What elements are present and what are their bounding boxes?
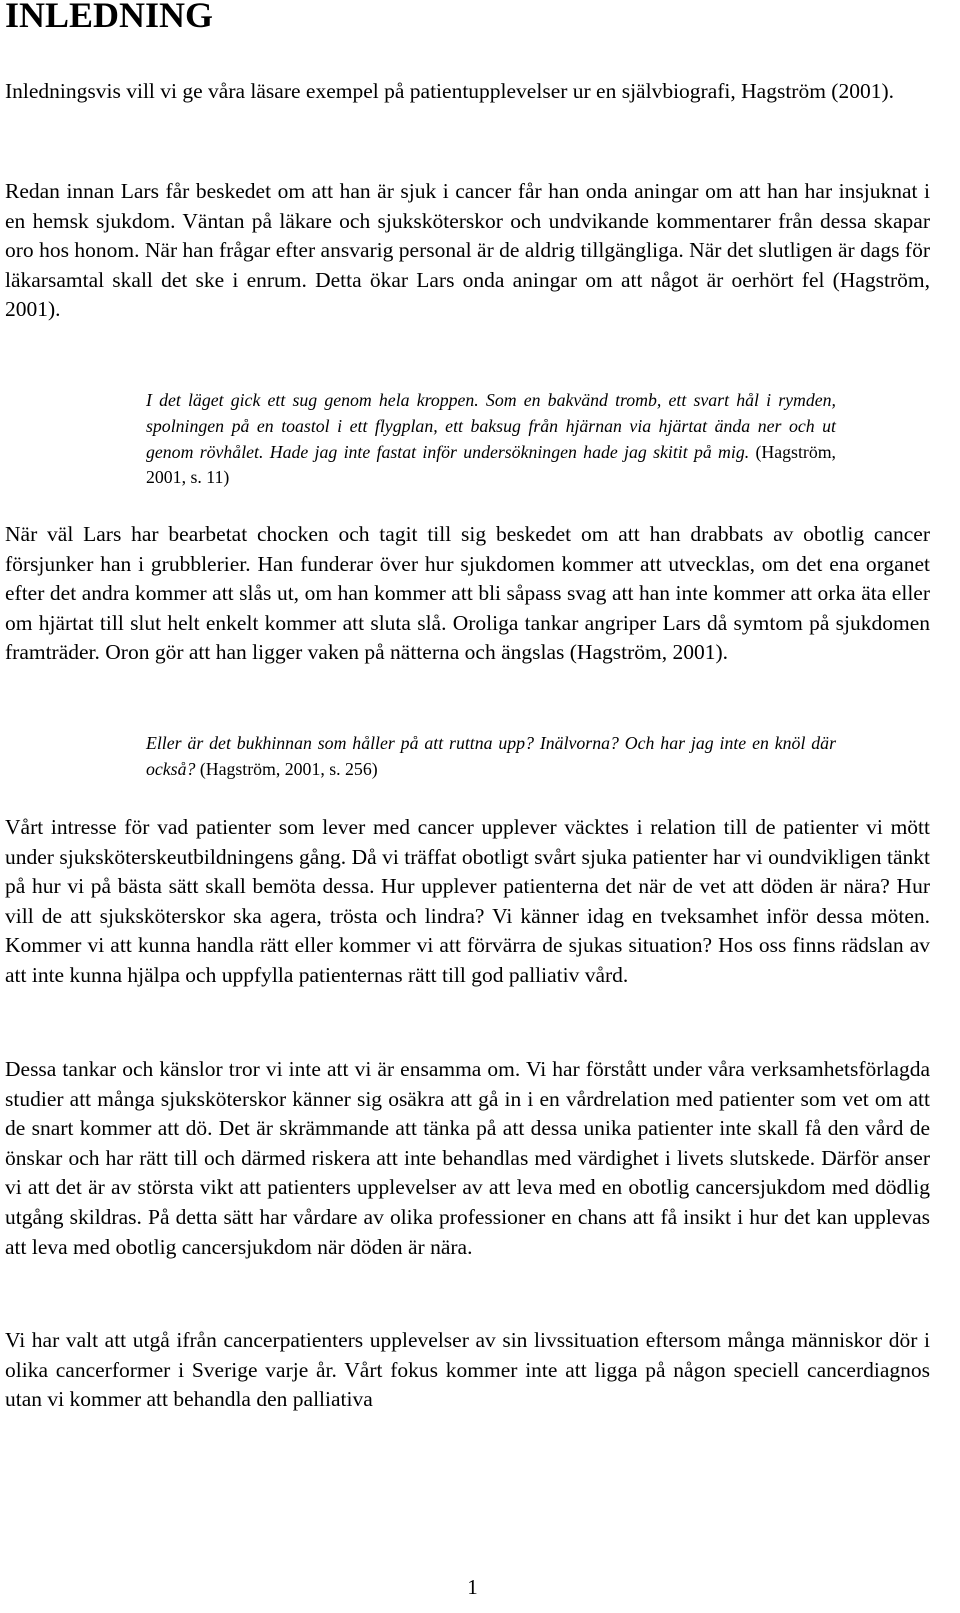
section-heading: INLEDNING [5,0,214,35]
paragraph-lars-worries: När väl Lars har bearbetat chocken och tagit till sig beskedet om att han drabbats av obotlig cancer försjunker han i grubblerier. Han funderar över hur sjukdomen kommer att utvecklas, om det ena organet efter det andra kommer att slås ut, om han kommer att bli såpass svag att han inte kommer att orka äta eller om hjärtat till slut helt enkelt kommer att sluta slå. Oroliga tankar angriper Lars då symtom på sjukdomen framträder. Oron gör att han ligger vaken på nätterna och ängslas (Hagström, 2001). [5,522,930,665]
block-quote-2 [146,731,836,783]
paragraph-thoughts: Dessa tankar och känslor tror vi inte att vi är ensamma om. Vi har förstått under våra verksamhetsförlagda studier att många sjuksköterskor känner sig osäkra att gå in i en vårdrelation med patienter som vet om att de snart kommer att dö. Det är skrämmande att tänka på att dessa unika patienter inte skall få den vård de önskar och har rätt till och därmed riskera att inte behandlas med värdighet i livets slutskede. Därför anser vi att det är av största vikt att patienters upplevelser av att leva med en obotlig cancersjukdom med dödlig utgång skildras. På detta sätt har vårdare av olika professioner en chans att få insikt i hur det kan upplevas att leva med obotlig cancersjukdom när döden är nära. [5,1057,930,1259]
paragraph-our-interest: Vårt intresse för vad patienter som lever med cancer upplever väcktes i relation till de patienter vi mött under sjuksköterskeutbildningens gång. Då vi träffat obotligt svårt sjuka patienter har vi oundvikligen tänkt på hur vi på bästa sätt skall bemöta dessa. Hur upplever patienterna det när de vet att döden är nära? Hur vill de att sjuksköterskor ska agera, trösta och lindra? Vi känner idag en tveksamhet inför dessa möten. Kommer vi att kunna handla rätt eller kommer vi att förvärra de sjukas situation? Hos oss finns rädslan av att inte kunna hjälpa och uppfylla patienternas rätt till god palliativ vård. [5,815,930,987]
paragraph-choice: Vi har valt att utgå ifrån cancerpatienters upplevelser av sin livssituation eftersom många människor dör i olika cancerformer i Sverige varje år. Vårt fokus kommer inte att ligga på någon speciell cancerdiagnos utan vi kommer att behandla den palliativa [5,1328,930,1412]
block-quote-1 [146,388,836,491]
quote-citation: (Hagström, 2001, s. 256) [195,758,378,779]
quote-text: Eller är det bukhinnan som håller på att ruttna upp? Inälvorna? Och har jag inte en knöl där också? [146,733,836,779]
quote-text: I det läget gick ett sug genom hela kroppen. Som en bakvänd tromb, ett svart hål i rymden, spolningen på en toastol i ett flygplan, ett baksug från hjärnan via hjärtat ända ner och ut genom rövhålet. Hade jag inte fastat inför undersökningen hade jag skitit på mig. [146,390,836,462]
paragraph-lars-diagnosis: Redan innan Lars får beskedet om att han är sjuk i cancer får han onda aningar om att han har insjuknat i en hemsk sjukdom. Väntan på läkare och sjuksköterskor och undvikande kommentarer från dessa skapar oro hos honom. När han frågar efter ansvarig personal är de aldrig tillgängliga. När det slutligen är dags för läkarsamtal skall det ske i enrum. Detta ökar Lars onda aningar om att något är oerhört fel (Hagström, 2001). [5,179,930,322]
quote-citation: (Hagström, 2001, s. 11) [146,441,836,488]
paragraph-intro: Inledningsvis vill vi ge våra läsare exempel på patientupplevelser ur en självbiografi, Hagström (2001). [5,79,894,103]
page-number: 1 [467,1575,478,1599]
